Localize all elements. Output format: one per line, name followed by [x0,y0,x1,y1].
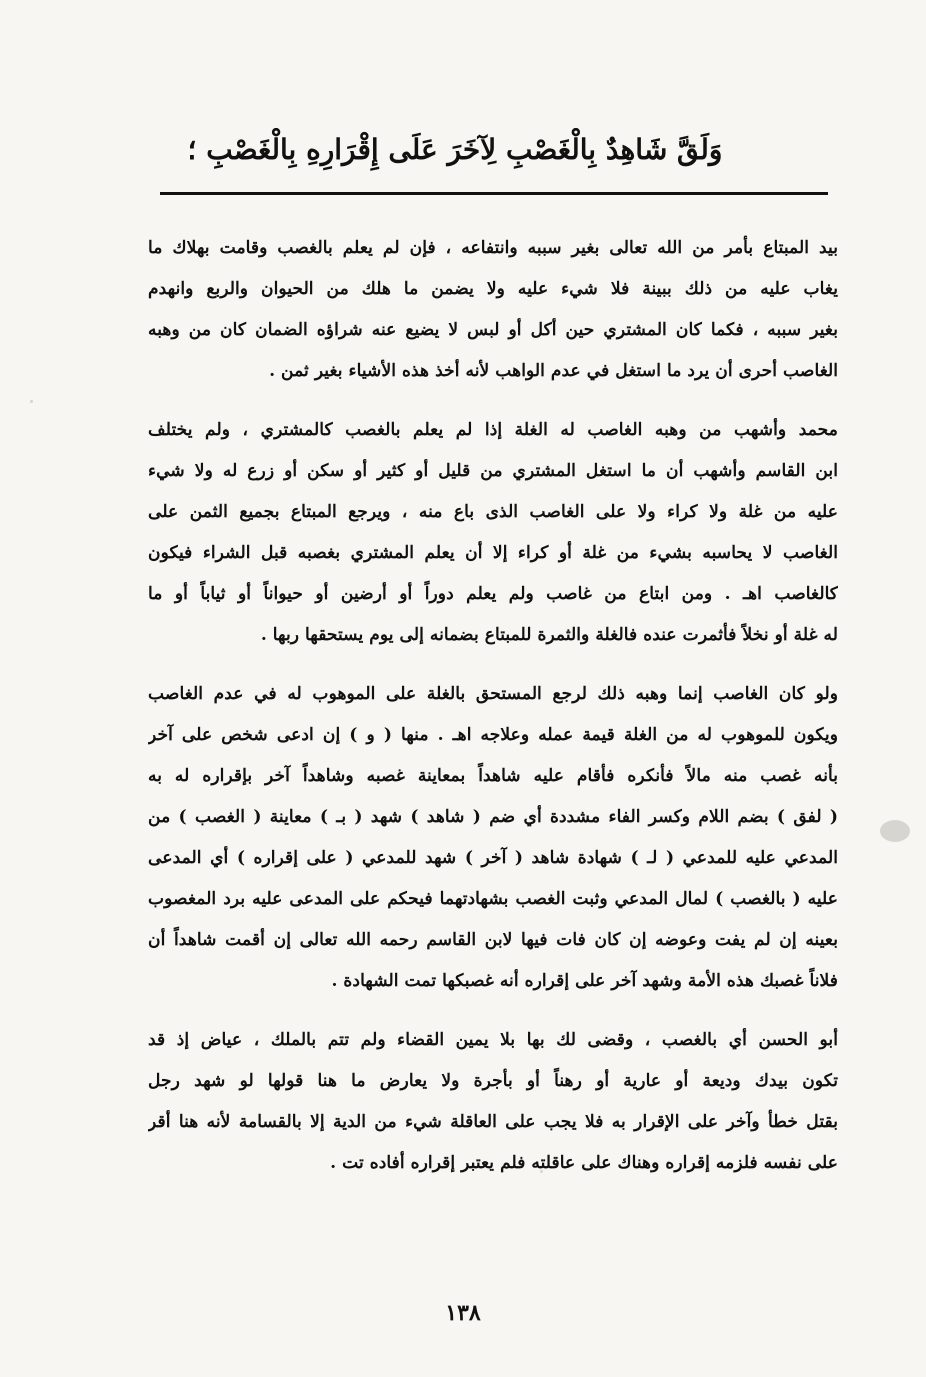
page-body [148,228,838,1184]
running-header: وَلَقَّ شَاهِدٌ بِالْغَصْبِ لِآخَرَ عَلَى إِقْرَارِهِ بِالْغَصْبِ ؛ [187,133,723,166]
paragraph [148,410,838,656]
text-line: ويكون للموهوب له من الغلة قيمة عمله وعلاجه اهـ . منها ( و ) إن ادعى شخص على آخر [148,725,838,745]
text-line: المدعي عليه للمدعي ( لـ ) شهادة شاهد ( آخر ) شهد للمدعي ( على إقراره ) أي المدعى [148,848,838,868]
text-line: محمد وأشهب من وهبه الغاصب له الغلة إذا لم يعلم بالغصب كالمشتري ، ولم يختلف [148,420,838,440]
text-line: عليه ( بالغصب ) لمال المدعي وثبت الغصب بشهادتهما فيحكم على المدعى عليه برد المغصوب [148,889,838,909]
paragraph [148,1020,838,1184]
text-line: تكون بيدك وديعة أو عارية أو رهناً أو بأجرة ولا يعارض ما هنا قولها لو شهد رجل [148,1071,838,1091]
text-line: عليه من غلة ولا كراء ولا على الغاصب الذى باع منه ، ويرجع المبتاع بجميع الثمن على [148,502,838,522]
text-line: بغير سببه ، فكما كان المشتري حين أكل أو لبس لا يضيع عنه شراؤه الضمان كان من وهبه [148,320,838,340]
text-line: بأنه غصب منه مالاً فأنكره فأقام عليه شاهداً بمعاينة غصبه وشاهداً آخر بإقراره له به [148,766,838,786]
scan-speck [30,400,33,403]
paragraph [148,674,838,1002]
text-line: ( لفق ) بضم اللام وكسر الفاء مشددة أي ضم ( شاهد ) شهد ( بـ ) معاينة ( الغصب ) من [148,807,838,827]
text-line: ولو كان الغاصب إنما وهبه ذلك لرجع المستحق بالغلة على الموهوب له في عدم الغاصب [148,684,838,704]
text-line: على نفسه فلزمه إقراره وهناك على عاقلته فلم يعتبر إقراره أفاده تت . [330,1153,838,1173]
text-line: الغاصب لا يحاسبه بشيء من غلة أو كراء إلا أن يعلم المشتري بغصبه قبل الشراء فيكون [148,543,838,563]
text-line: ابن القاسم وأشهب أن ما استغل المشتري من قليل أو كثير أو سكن أو زرع له ولا شيء [148,461,838,481]
text-line: الغاصب أحرى أن يرد ما استغل في عدم الواهب لأنه أخذ هذه الأشياء بغير ثمن . [269,361,838,381]
text-line: أبو الحسن أي بالغصب ، وقضى لك بها بلا يمين القضاء ولم تتم بالملك ، عياض إذ قد [148,1030,838,1050]
page-number: ١٣٨ [445,1300,481,1326]
text-line: بعينه إن لم يفت وعوضه إن كان فات فيها لابن القاسم رحمه الله تعالى إن أقمت شاهداً أن [148,930,838,950]
text-line: كالغاصب اهـ . ومن ابتاع من غاصب ولم يعلم دوراً أو أرضين أو حيواناً أو ثياباً أو ما [148,584,838,604]
scan-smudge [880,820,910,842]
text-line: يغاب عليه من ذلك ببينة فلا شيء عليه ولا يضمن ما هلك من الحيوان والربع وانهدم [148,279,838,299]
paragraph [148,228,838,392]
header-rule [160,192,828,195]
text-line: له غلة أو نخلاً فأثمرت عنده فالغلة والثمرة للمبتاع بضمانه إلى يوم يستحقها ربها . [260,625,838,645]
text-line: بيد المبتاع بأمر من الله تعالى بغير سببه وانتفاعه ، فإن لم يعلم بالغصب وقامت بهلاك ما [148,238,838,258]
text-line: بقتل خطأ وآخر على الإقرار به فلا يجب على العاقلة شيء من الدية إلا بالقسامة لأنه هنا أقر [148,1112,838,1132]
text-line: فلاناً غصبك هذه الأمة وشهد آخر على إقراره أنه غصبكها تمت الشهادة . [331,971,838,991]
